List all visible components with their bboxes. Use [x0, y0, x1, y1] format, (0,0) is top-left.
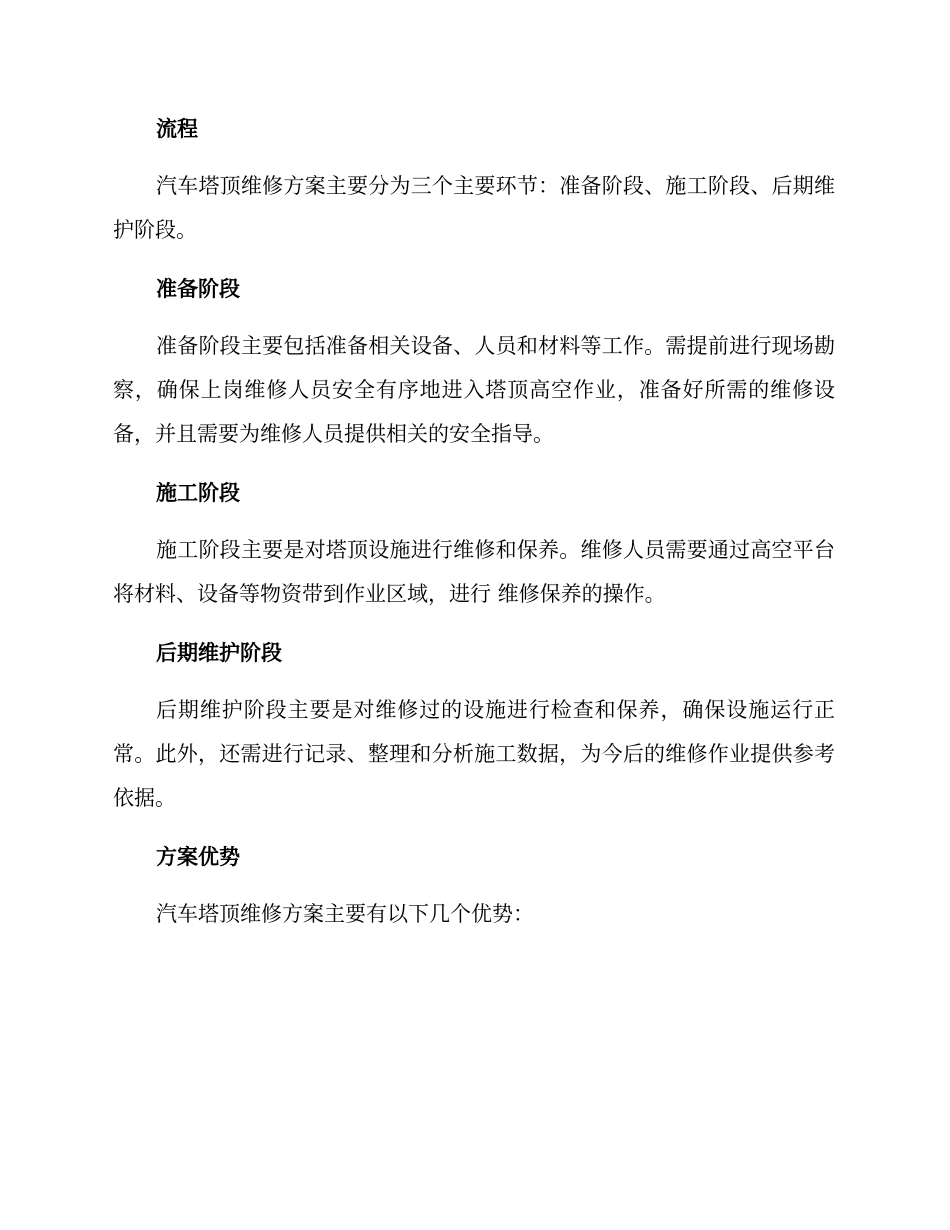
section-body-preparation: 准备阶段主要包括准备相关设备、人员和材料等工作。需提前进行现场勘察，确保上岗维修人员安全有序地进入塔顶高空作业，准备好所需的维修设备，并且需要为维修人员提供相关的安全指导。 [113, 334, 835, 446]
section-heading-maintenance: 后期维护阶段 [156, 641, 282, 665]
section-body-process: 汽车塔顶维修方案主要分为三个主要环节：准备阶段、施工阶段、后期维护阶段。 [113, 174, 835, 242]
section-heading-construction: 施工阶段 [156, 481, 240, 505]
section-body-advantages: 汽车塔顶维修方案主要有以下几个优势： [156, 902, 534, 926]
section-body-construction: 施工阶段主要是对塔顶设施进行维修和保养。维修人员需要通过高空平台将材料、设备等物资带到作业区域，进行 维修保养的操作。 [113, 538, 835, 606]
section-heading-advantages: 方案优势 [156, 845, 240, 869]
section-body-maintenance: 后期维护阶段主要是对维修过的设施进行检查和保养，确保设施运行正常。此外，还需进行记录、整理和分析施工数据，为今后的维修作业提供参考依据。 [113, 698, 835, 810]
section-heading-process: 流程 [156, 117, 198, 141]
section-heading-preparation: 准备阶段 [156, 277, 240, 301]
